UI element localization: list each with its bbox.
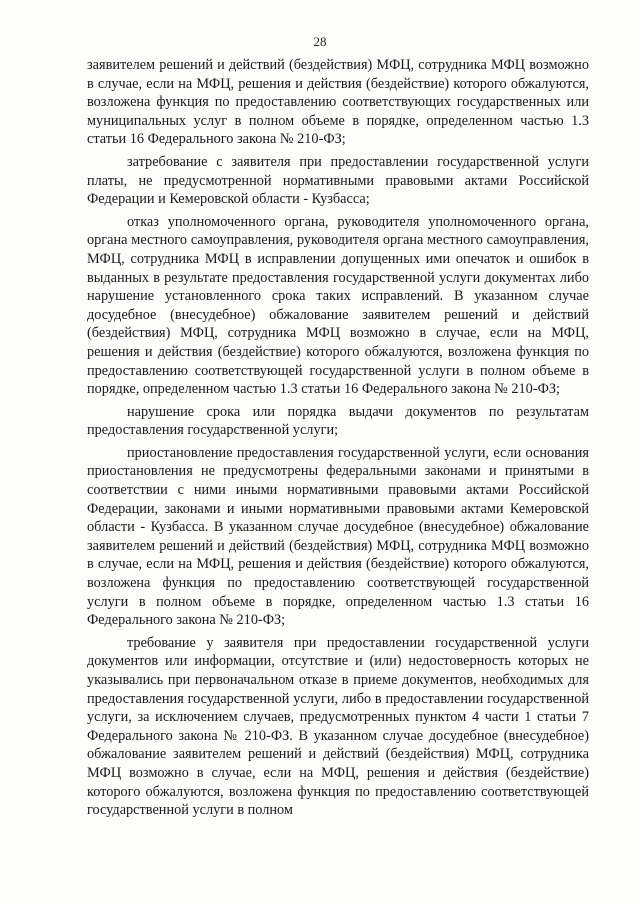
paragraph-document-demand: требование у заявителя при предоставлении государственной услуги документов или информации, отсутствие и (или) недостоверность которых не указывались при первоначальном отказе в приеме документов, необходимых для предоставления государственной услуги, либо в предоставлении государственной услуги, за исключением случаев, предусмотренных пунктом 4 части 1 статьи 7 Федерального закона № 210-ФЗ. В указанном случае досудебное (внесудебное) обжалование заявителем решений и действий (бездействия) МФЦ, сотрудника МФЦ возможно в случае, если на МФЦ, решения и действия (бездействие) которого обжалуются, возложена функция по предоставлению соответствующей государственной услуги в полном	[87, 634, 589, 819]
document-body	[87, 56, 589, 824]
paragraph-suspension: приостановление предоставления государственной услуги, если основания приостановления не предусмотрены федеральными законами и принятыми в соответствии с ними иными нормативными правовыми актами Российской Федерации, законами и иными нормативными правовыми актами Кемеровской области - Кузбасса. В указанном случае досудебное (внесудебное) обжалование заявителем решений и действий (бездействия) МФЦ, сотрудника МФЦ возможно в случае, если на МФЦ, решения и действия (бездействие) которого обжалуются, возложена функция по предоставлению соответствующей государственной услуги в полном объеме в порядке, определенном частью 1.3 статьи 16 Федерального закона № 210-ФЗ;	[87, 444, 589, 629]
paragraph-correction-refusal: отказ уполномоченного органа, руководителя уполномоченного органа, органа местного самоуправления, руководителя органа местного самоуправления, МФЦ, сотрудника МФЦ в исправлении допущенных ими опечаток и ошибок в выданных в результате предоставления государственной услуги документах либо нарушение установленного срока таких исправлений. В указанном случае досудебное (внесудебное) обжалование заявителем решений и действий (бездействия) МФЦ, сотрудника МФЦ возможно в случае, если на МФЦ, решения и действия (бездействие) которого обжалуются, возложена функция по предоставлению соответствующей государственной услуги в полном объеме в порядке, определенном частью 1.3 статьи 16 Федерального закона № 210-ФЗ;	[87, 213, 589, 398]
paragraph-issuance-delay: нарушение срока или порядка выдачи документов по результатам предоставления государственной услуги;	[87, 403, 589, 439]
page-number: 28	[313, 34, 327, 49]
paragraph-continuation: заявителем решений и действий (бездействия) МФЦ, сотрудника МФЦ возможно в случае, если на МФЦ, решения и действия (бездействие) которого обжалуются, возложена функция по предоставлению соответствующих государственных или муниципальных услуг в полном объеме в порядке, определенном частью 1.3 статьи 16 Федерального закона № 210-ФЗ;	[87, 57, 589, 148]
paragraph-fee-demand: затребование с заявителя при предоставлении государственной услуги платы, не предусмотренной нормативными правовыми актами Российской Федерации и Кемеровской области - Кузбасса;	[87, 153, 589, 208]
